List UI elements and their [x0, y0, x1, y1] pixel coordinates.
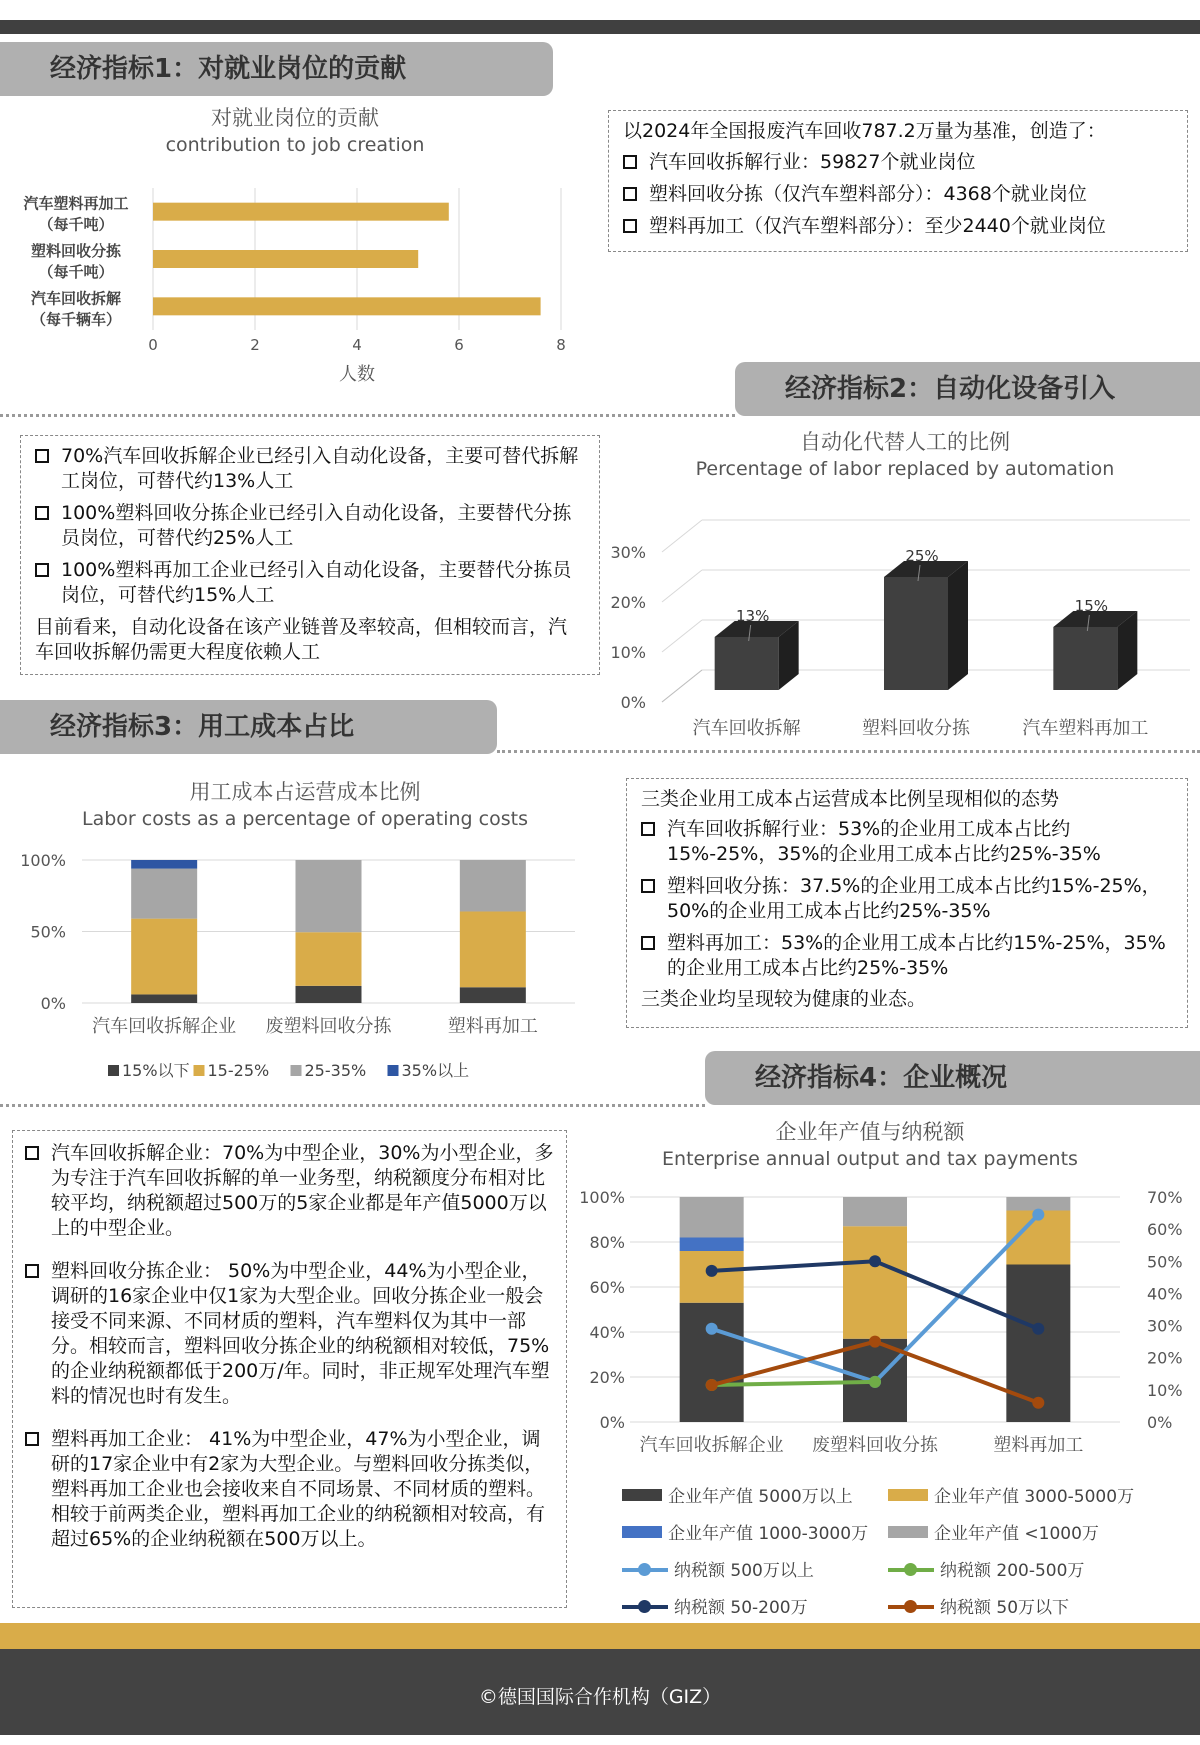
legend-item: 企业年产值 1000-3000万: [622, 1519, 868, 1544]
category-label: 塑料回收分拣: [862, 718, 970, 739]
category-label: 汽车回收拆解企业: [92, 1016, 237, 1037]
labor-summary-item: 塑料回收分拣：37.5%的企业用工成本占比约15%-25%，50%的企业用工成本占比约25%-35%: [641, 874, 1173, 924]
footer-accent-bar: [0, 1623, 1200, 1649]
enterprise-chart: [575, 1180, 1200, 1452]
enterprise-chart-subtitle: Enterprise annual output and tax payments: [662, 1148, 1078, 1170]
y-tick-label: 0%: [599, 1413, 625, 1432]
category-label: （每千吨）: [38, 263, 114, 281]
bar-segment: [460, 911, 526, 987]
bar-segment: [680, 1197, 744, 1238]
y2-tick-label: 70%: [1147, 1188, 1183, 1207]
jobs-summary-item: 汽车回收拆解行业：59827个就业岗位: [623, 150, 1173, 175]
gridline: [662, 570, 702, 602]
jobs-summary-item: 塑料再加工（仅汽车塑料部分）：至少2440个就业岗位: [623, 214, 1173, 239]
legend-label: 15%以下: [122, 1061, 190, 1080]
labor-summary-item: 塑料再加工：53%的企业用工成本占比约15%-25%，35%的企业用工成本占比约25%-35%: [641, 931, 1173, 981]
gridline: [662, 620, 702, 652]
category-label: 塑料回收分拣: [30, 242, 122, 260]
line-point: [1032, 1209, 1044, 1221]
legend-label: 15-25%: [207, 1061, 270, 1080]
top-bar: [0, 20, 1200, 34]
category-label: 汽车塑料再加工: [23, 194, 129, 213]
legend-item: 纳税额 500万以上: [622, 1556, 814, 1581]
line-point: [869, 1255, 881, 1267]
y-tick-label: 30%: [610, 543, 646, 562]
bar: [884, 577, 948, 690]
footer-text: ©德国国际合作机构（GIZ）: [478, 1686, 722, 1708]
legend-item: 企业年产值 <1000万: [888, 1519, 1099, 1544]
y-tick-label: 50%: [30, 922, 66, 942]
category-label: （每千吨）: [38, 215, 114, 234]
data-label: 15%: [1074, 597, 1109, 615]
y-tick-label: 0%: [40, 994, 66, 1013]
line-point: [706, 1379, 718, 1391]
bar-segment: [680, 1303, 744, 1422]
y-tick-label: 20%: [610, 593, 646, 612]
automation-chart-title: 自动化代替人工的比例: [800, 430, 1010, 454]
jobs-chart: [0, 180, 590, 410]
bar: [1053, 627, 1117, 690]
bar-segment: [131, 994, 197, 1003]
legend-swatch-output-5000: [622, 1489, 662, 1501]
y2-tick-label: 40%: [1147, 1284, 1183, 1304]
legend-swatch-output-lt1000: [888, 1526, 928, 1538]
x-tick-label: 8: [556, 336, 566, 354]
bar-segment: [131, 860, 197, 869]
x-tick-label: 0: [148, 336, 158, 354]
automation-chart: [600, 500, 1200, 750]
jobs-summary-item: 塑料回收分拣（仅汽车塑料部分）：4368个就业岗位: [623, 182, 1173, 207]
bar-segment: [296, 860, 362, 932]
bar-segment: [1006, 1197, 1070, 1211]
legend-item: 企业年产值 5000万以上: [622, 1482, 853, 1507]
y-tick-label: 10%: [610, 643, 646, 662]
category-label: 汽车回收拆解: [692, 718, 801, 739]
line-point: [869, 1376, 881, 1388]
bar-segment: [680, 1238, 744, 1252]
enterprise-item: 汽车回收拆解企业：70%为中型企业，30%为小型企业，多为专注于汽车回收拆解的单一业务型，纳税额度分布相对比较平均，纳税额超过500万的5家企业都是年产值5000万以上的中型企业。: [25, 1141, 554, 1241]
data-label: 13%: [735, 607, 770, 625]
x-tick-label: 6: [454, 336, 464, 354]
divider: [497, 750, 1200, 753]
bar: [153, 297, 541, 315]
y-tick-label: 60%: [589, 1278, 625, 1297]
y-tick-label: 100%: [579, 1188, 625, 1207]
bar: [153, 250, 418, 268]
legend-label: 25-35%: [304, 1061, 367, 1080]
y-tick-label: 100%: [20, 851, 66, 870]
section-1-title: 经济指标1：对就业岗位的贡献: [0, 42, 553, 96]
line-point: [706, 1323, 718, 1335]
line-point: [706, 1265, 718, 1277]
y-tick-label: 80%: [589, 1233, 625, 1252]
legend-swatch: [108, 1065, 119, 1076]
jobs-summary-box: [608, 110, 1188, 252]
bar-segment: [843, 1226, 907, 1339]
y-tick-label: 0%: [620, 693, 646, 712]
legend-swatch-output-1000: [622, 1526, 662, 1538]
bar: [715, 637, 779, 690]
x-tick-label: 4: [352, 336, 362, 354]
legend-swatch: [194, 1065, 205, 1076]
axis: [662, 670, 702, 702]
bar-segment: [460, 860, 526, 911]
bar-side: [948, 561, 968, 690]
jobs-chart-title: 对就业岗位的贡献: [211, 106, 379, 130]
line-point: [1032, 1397, 1044, 1409]
category-label: 废塑料回收分拣: [265, 1016, 392, 1037]
y-tick-label: 20%: [589, 1368, 625, 1387]
enterprise-item: 塑料回收分拣企业： 50%为中型企业，44%为小型企业，调研的16家企业中仅1家为大型企业。回收分拣企业一般会接受不同来源、不同材质的塑料，汽车塑料仅为其中一部分。相较而言，塑料回收分拣企业的纳税额相对较低，75%的企业纳税额都低于200万/年。同时，非正规军处理汽车塑料的情况也时有发生。: [25, 1259, 554, 1409]
automation-item: 70%汽车回收拆解企业已经引入自动化设备，主要可替代拆解工岗位，可替代约13%人工: [35, 444, 585, 494]
gridline: [662, 520, 702, 552]
automation-note: 目前看来，自动化设备在该产业链普及率较高，但相较而言，汽车回收拆解仍需更大程度依赖人工: [35, 616, 568, 663]
automation-summary-box: [20, 435, 600, 675]
labor-chart: [0, 845, 600, 1090]
category-label: 汽车回收拆解: [30, 289, 122, 308]
x-tick-label: 2: [250, 336, 260, 354]
data-label: 25%: [905, 547, 939, 565]
enterprise-summary-box: [12, 1130, 567, 1608]
enterprise-item: 塑料再加工企业： 41%为中型企业，47%为小型企业，调研的17家企业中有2家为大型企业。与塑料回收分拣类似，塑料再加工企业也会接收来自不同场景、不同材质的塑料。相较于前两类企业，塑料再加工企业的纳税额相对较高，有超过65%的企业纳税额在500万以上。: [25, 1427, 554, 1552]
bar: [153, 203, 449, 221]
legend-item: 纳税额 200-500万: [888, 1556, 1084, 1581]
category-label: 汽车塑料再加工: [1022, 718, 1149, 739]
y-tick-label: 40%: [589, 1323, 625, 1342]
category-label: 汽车回收拆解企业: [639, 1435, 784, 1452]
y2-tick-label: 50%: [1147, 1252, 1183, 1272]
category-label: 塑料再加工: [993, 1435, 1084, 1452]
x-axis-label: 人数: [339, 364, 375, 385]
divider: [0, 414, 735, 417]
legend-swatch: [291, 1065, 302, 1076]
automation-chart-subtitle: Percentage of labor replaced by automation: [695, 458, 1115, 480]
line-point: [869, 1336, 881, 1348]
footer: [0, 1649, 1200, 1735]
legend-swatch: [388, 1065, 399, 1076]
category-label: 塑料再加工: [447, 1016, 538, 1037]
section-3-title: 经济指标3：用工成本占比: [0, 700, 497, 754]
labor-chart-title: 用工成本占运营成本比例: [189, 780, 421, 804]
y2-tick-label: 60%: [1147, 1220, 1183, 1240]
legend-item: 企业年产值 3000-5000万: [888, 1482, 1134, 1507]
y2-tick-label: 10%: [1147, 1380, 1183, 1400]
labor-chart-subtitle: Labor costs as a percentage of operating costs: [82, 808, 528, 830]
jobs-summary-intro: 以2024年全国报废汽车回收787.2万量为基准，创造了：: [623, 120, 1106, 142]
labor-summary-intro: 三类企业用工成本占运营成本比例呈现相似的态势: [641, 788, 1060, 810]
section-4-title: 经济指标4：企业概况: [705, 1051, 1200, 1105]
labor-summary-outro: 三类企业均呈现较为健康的业态。: [641, 988, 927, 1010]
legend-label: 35%以上: [401, 1061, 470, 1080]
jobs-chart-subtitle: contribution to job creation: [165, 134, 425, 156]
legend-swatch-output-3000: [888, 1489, 928, 1501]
category-label: 废塑料回收分拣: [812, 1435, 938, 1452]
bar-segment: [296, 932, 362, 986]
labor-summary-box: [626, 778, 1188, 1028]
enterprise-chart-title: 企业年产值与纳税额: [775, 1120, 965, 1144]
y2-tick-label: 30%: [1147, 1316, 1183, 1336]
legend-item: 纳税额 50万以下: [888, 1593, 1069, 1618]
legend-item: 纳税额 50-200万: [622, 1593, 808, 1618]
bar-segment: [843, 1197, 907, 1226]
bar-segment: [131, 919, 197, 995]
divider: [0, 1104, 705, 1107]
automation-item: 100%塑料再加工企业已经引入自动化设备，主要替代分拣员岗位，可替代约15%人工: [35, 558, 585, 608]
category-label: （每千辆车）: [30, 310, 122, 329]
bar-segment: [296, 986, 362, 1003]
labor-summary-item: 汽车回收拆解行业：53%的企业用工成本占比约15%-25%，35%的企业用工成本占比约25%-35%: [641, 817, 1173, 867]
bar-segment: [131, 869, 197, 919]
section-2-title: 经济指标2：自动化设备引入: [735, 362, 1200, 416]
y2-tick-label: 0%: [1147, 1413, 1173, 1432]
bar-segment: [460, 987, 526, 1003]
y2-tick-label: 20%: [1147, 1348, 1183, 1368]
line-point: [1032, 1323, 1044, 1335]
automation-item: 100%塑料回收分拣企业已经引入自动化设备，主要替代分拣员岗位，可替代约25%人工: [35, 501, 585, 551]
